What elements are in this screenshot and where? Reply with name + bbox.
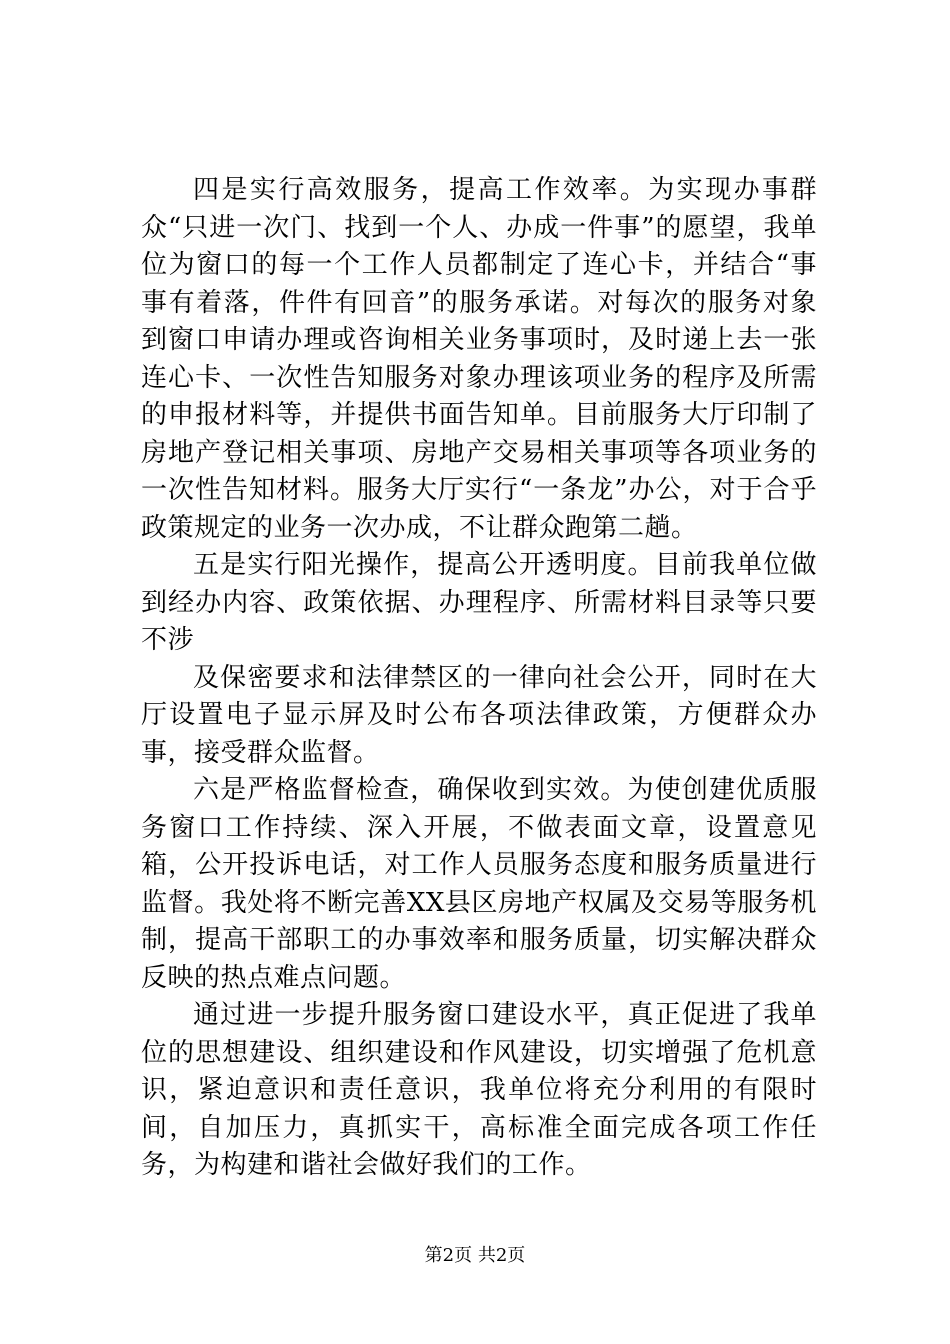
page-number-footer: 第2页 共2页 (424, 1245, 526, 1266)
document-body (141, 172, 817, 1185)
paragraph-transparency-continued: 及保密要求和法律禁区的一律向社会公开，同时在大厅设置电子显示屏及时公布各项法律政策，方便群众办事，接受群众监督。 (141, 662, 817, 768)
paragraph-efficient-service: 四是实行高效服务，提高工作效率。为实现办事群众“只进一次门、找到一个人、办成一件事”的愿望，我单位为窗口的每一个工作人员都制定了连心卡，并结合“事事有着落，件件有回音”的服务承诺。对每次的服务对象到窗口申请办理或咨询相关业务事项时，及时递上去一张连心卡、一次性告知服务对象办理该项业务的程序及所需的申报材料等，并提供书面告知单。目前服务大厅印制了房地产登记相关事项、房地产交易相关事项等各项业务的一次性告知材料。服务大厅实行“一条龙”办公，对于合乎政策规定的业务一次办成，不让群众跑第二趟。 (141, 175, 817, 543)
paragraph-supervision: 六是严格监督检查，确保收到实效。为使创建优质服务窗口工作持续、深入开展，不做表面文章，设置意见箱，公开投诉电话，对工作人员服务态度和服务质量进行监督。我处将不断完善XX县区房地产权属及交易等服务机制，提高干部职工的办事效率和服务质量，切实解决群众反映的热点难点问题。 (141, 775, 817, 993)
paragraph-transparency: 五是实行阳光操作，提高公开透明度。目前我单位做到经办内容、政策依据、办理程序、所需材料目录等只要不涉 (141, 550, 817, 655)
paragraph-conclusion: 通过进一步提升服务窗口建设水平，真正促进了我单位的思想建设、组织建设和作风建设，切实增强了危机意识，紧迫意识和责任意识，我单位将充分利用的有限时间，自加压力，真抓实干，高标准全面完成各项工作任务，为构建和谐社会做好我们的工作。 (141, 1000, 817, 1180)
